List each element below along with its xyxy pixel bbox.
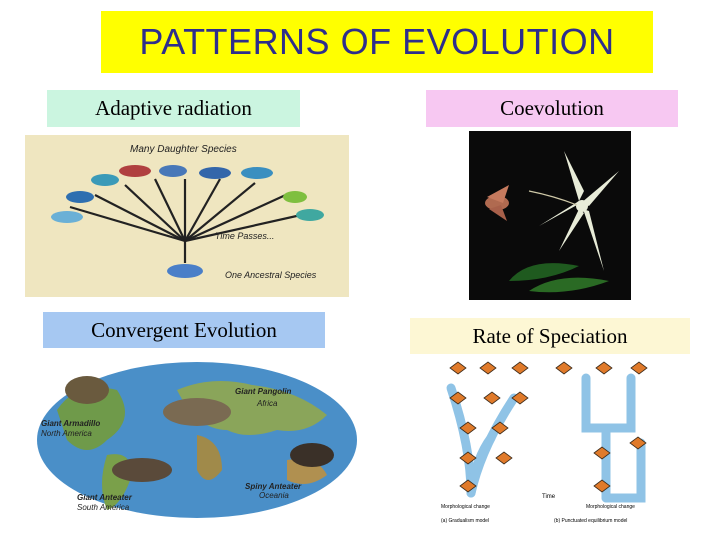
label-rate-of-speciation: Rate of Speciation bbox=[410, 318, 690, 354]
label-giant-anteater: Giant Anteater bbox=[77, 493, 132, 502]
label-giant-armadillo: Giant Armadillo bbox=[41, 419, 101, 428]
image-caption-time-passes: Time Passes... bbox=[215, 231, 275, 241]
label-punctuated-model: (b) Punctuated equilibrium model bbox=[554, 518, 628, 524]
adaptive-radiation-image bbox=[25, 135, 349, 297]
label-oceania: Oceania bbox=[259, 491, 289, 500]
label-spiny-anteater: Spiny Anteater bbox=[245, 482, 302, 491]
slide-title: PATTERNS OF EVOLUTION bbox=[101, 11, 653, 73]
label-convergent-evolution: Convergent Evolution bbox=[43, 312, 325, 348]
convergent-evolution-map bbox=[37, 360, 357, 518]
coevolution-image bbox=[469, 131, 631, 300]
image-caption-daughter-species: Many Daughter Species bbox=[130, 144, 237, 155]
label-north-america: North America bbox=[41, 429, 92, 438]
label-africa: Africa bbox=[257, 399, 278, 408]
label-gradualism-model: (a) Gradualism model bbox=[441, 518, 490, 524]
label-time: Time bbox=[542, 494, 556, 500]
rate-of-speciation-diagram bbox=[436, 358, 678, 536]
label-morph-change-right: Morphological change bbox=[586, 504, 635, 510]
label-south-america: South America bbox=[77, 503, 130, 512]
image-caption-ancestral-species: One Ancestral Species bbox=[225, 270, 317, 280]
label-adaptive-radiation: Adaptive radiation bbox=[47, 90, 300, 127]
label-giant-pangolin: Giant Pangolin bbox=[235, 387, 292, 396]
label-coevolution: Coevolution bbox=[426, 90, 678, 127]
label-morph-change-left: Morphological change bbox=[441, 504, 490, 510]
